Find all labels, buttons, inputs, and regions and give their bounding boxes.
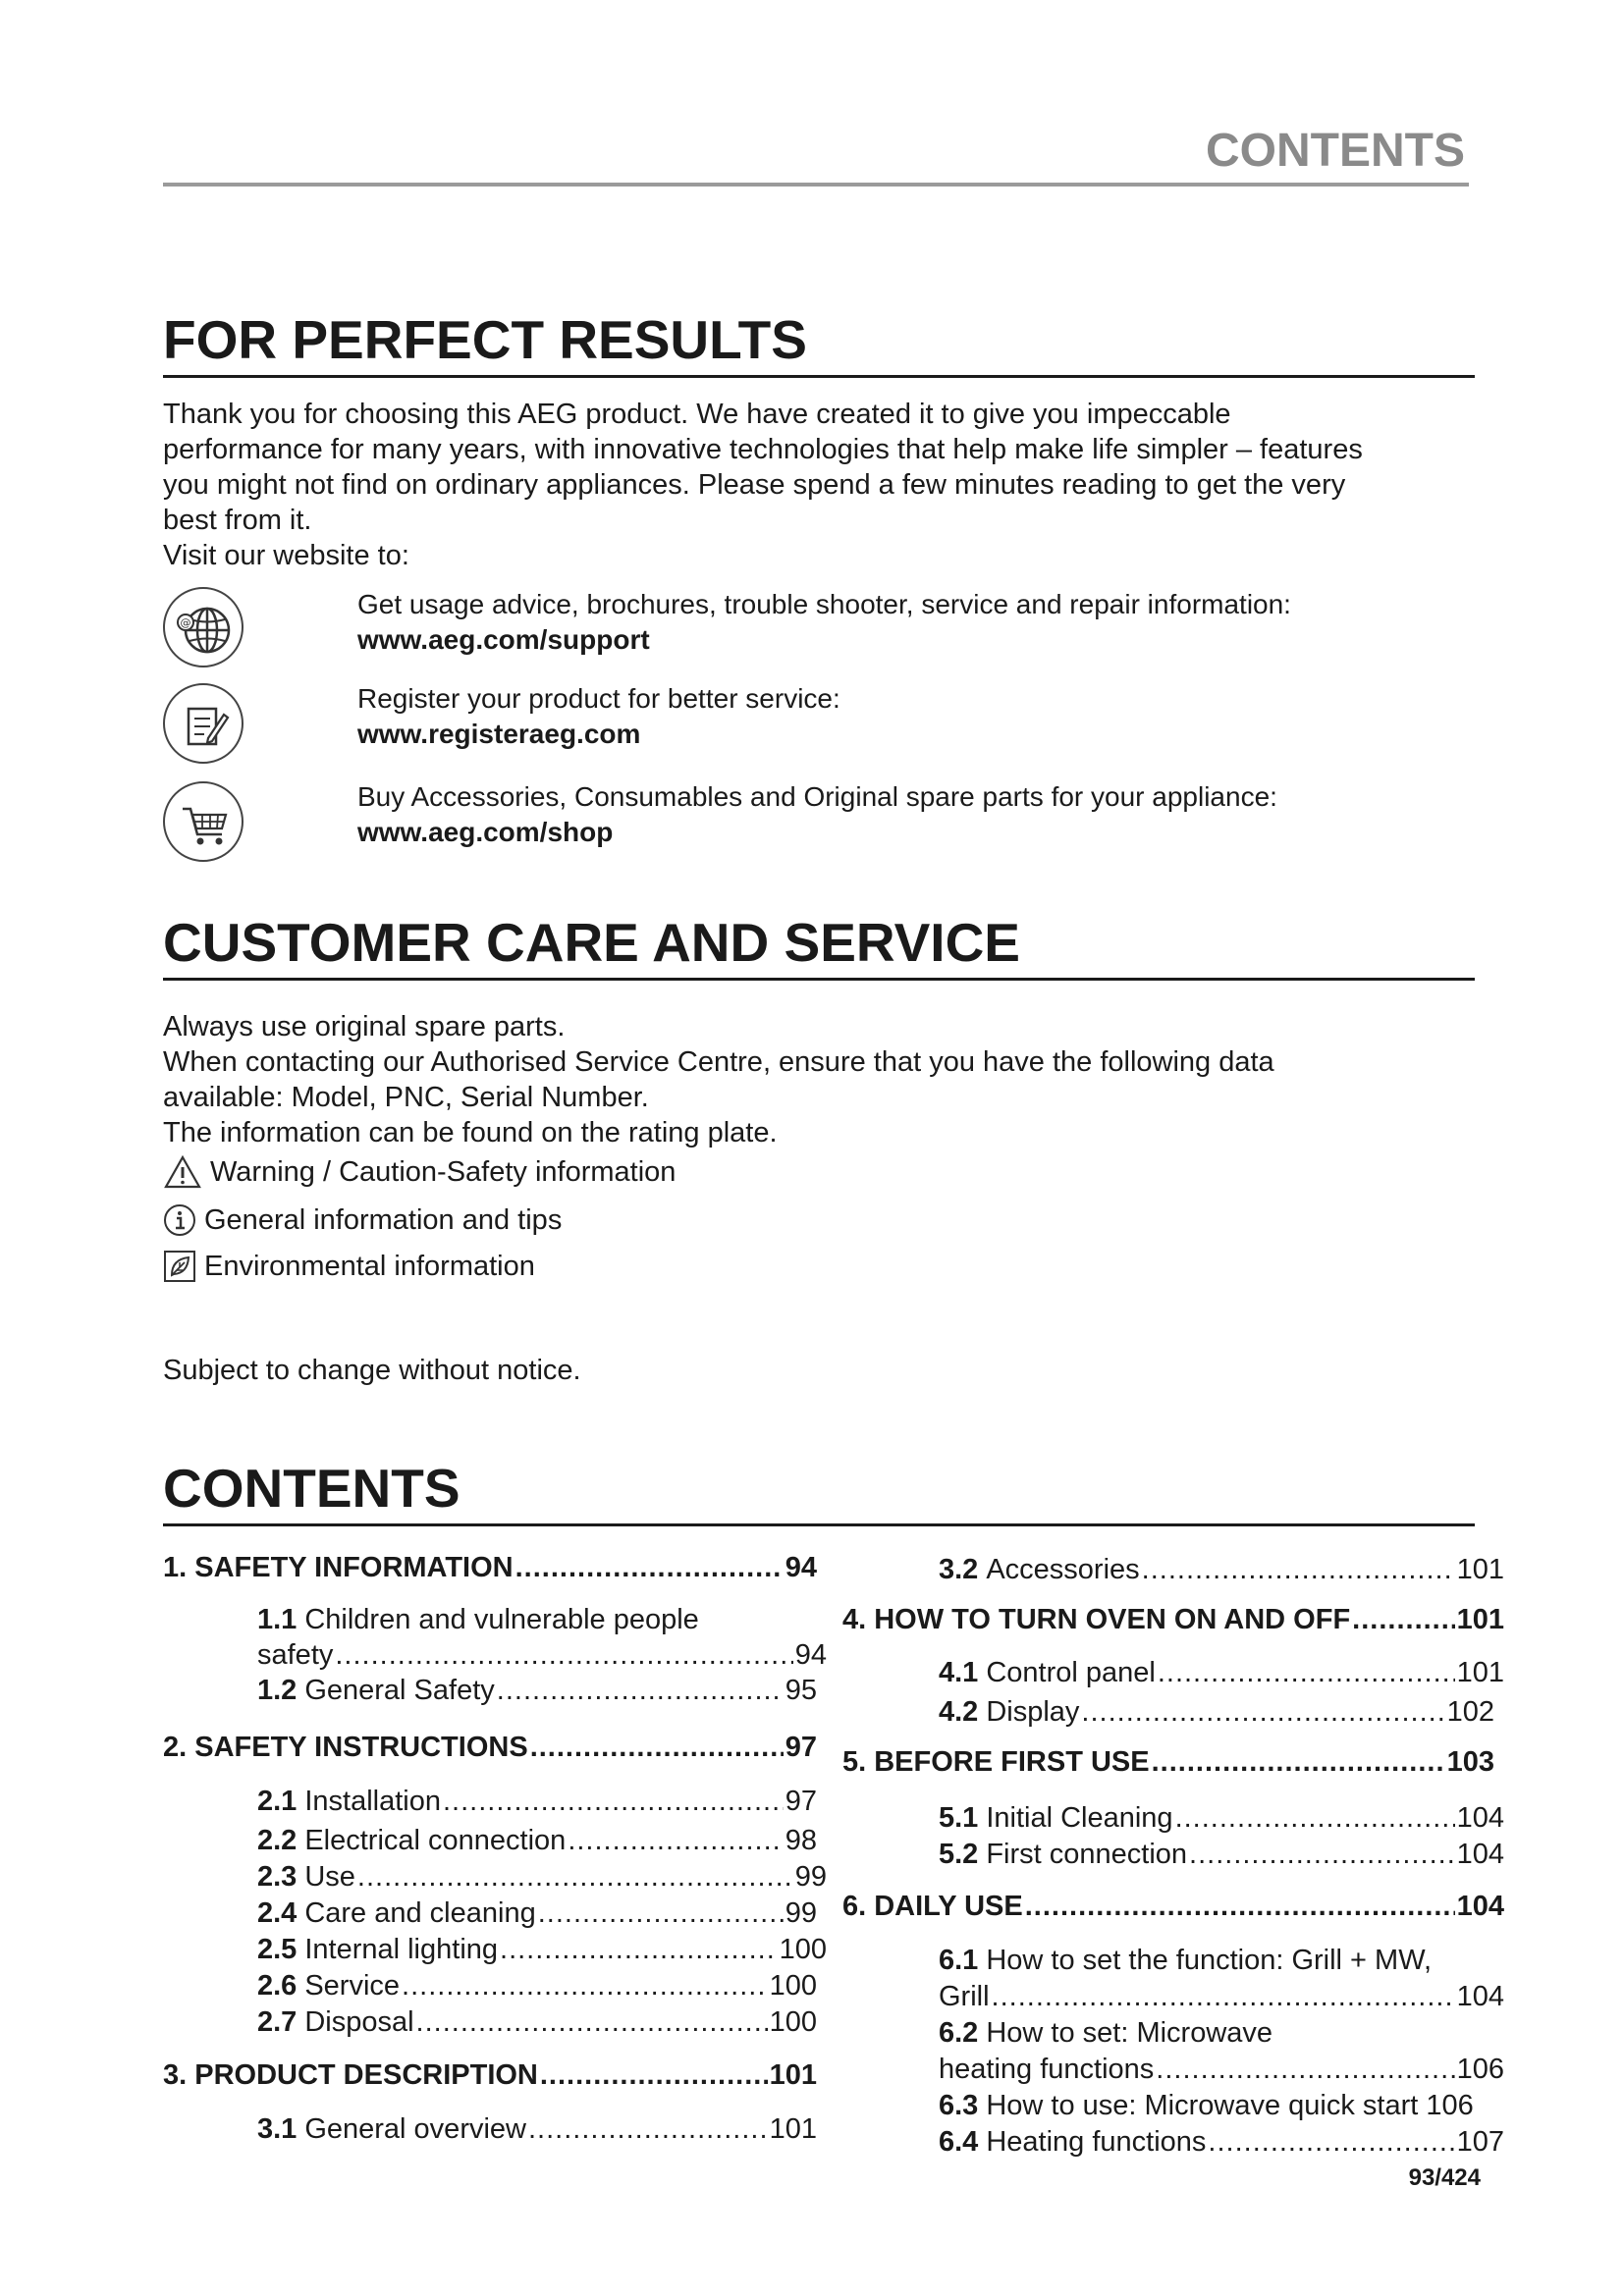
toc-entry-1[interactable]: 1. SAFETY INFORMATION ..... 94: [163, 1551, 817, 1584]
toc-entry-4[interactable]: 4. HOW TO TURN OVEN ON AND OFF ..... 101: [842, 1603, 1504, 1636]
intro-line: Thank you for choosing this AEG product. We have created it to give you impeccable: [163, 399, 1231, 430]
toc-entry-4-1[interactable]: 4.1 Control panel ..... 101: [939, 1656, 1504, 1689]
care-line: Always use original spare parts.: [163, 1011, 566, 1042]
toc-entry-6-2[interactable]: 6.2 How to set: Microwave: [939, 2017, 1273, 2049]
toc-entry-2-1[interactable]: 2.1 Installation ..... 97: [257, 1785, 817, 1818]
toc-entry-5-1[interactable]: 5.1 Initial Cleaning ..... 104: [939, 1801, 1504, 1835]
register-url-link[interactable]: www.registeraeg.com: [357, 719, 641, 749]
shop-text: Buy Accessories, Consumables and Original spare parts for your appliance:: [357, 781, 1277, 812]
heading-for-perfect-results: FOR PERFECT RESULTS: [163, 312, 1475, 378]
heading-customer-care: CUSTOMER CARE AND SERVICE: [163, 915, 1475, 981]
toc-entry-1-2[interactable]: 1.2 General Safety ..... 95: [257, 1674, 817, 1707]
register-text: Register your product for better service:: [357, 683, 840, 714]
toc-entry-2-2[interactable]: 2.2 Electrical connection ..... 98: [257, 1824, 817, 1857]
toc-entry-6[interactable]: 6. DAILY USE ..... 104: [842, 1890, 1504, 1923]
running-header: [163, 124, 1469, 187]
toc-entry-1-1-cont[interactable]: safety ..... 94: [257, 1638, 827, 1672]
toc-entry-3-2[interactable]: 3.2 Accessories ..... 101: [939, 1553, 1504, 1586]
toc-entry-6-2-cont[interactable]: heating functions ..... 106: [939, 2053, 1504, 2086]
legend-info-text: General information and tips: [204, 1204, 563, 1236]
legend-info: [163, 1202, 562, 1238]
intro-paragraph: [163, 397, 1479, 573]
toc-entry-2[interactable]: 2. SAFETY INSTRUCTIONS ..... 97: [163, 1731, 817, 1764]
shopping-cart-icon: [163, 781, 244, 862]
intro-line: best from it.: [163, 505, 312, 536]
toc-entry-3[interactable]: 3. PRODUCT DESCRIPTION ..... 101: [163, 2058, 817, 2092]
toc-entry-6-1-cont[interactable]: Grill ..... 104: [939, 1980, 1504, 2013]
customer-care-paragraph: [163, 1009, 1479, 1150]
info-icon: [163, 1203, 196, 1237]
visit-text: Visit our website to:: [163, 540, 409, 571]
register-icon: [163, 683, 244, 764]
legend-environment: [163, 1249, 535, 1284]
toc-entry-6-4[interactable]: 6.4 Heating functions ..... 107: [939, 2125, 1504, 2159]
shop-url-link[interactable]: www.aeg.com/shop: [357, 817, 614, 847]
toc-entry-2-4[interactable]: 2.4 Care and cleaning ..... 99: [257, 1896, 817, 1930]
running-header-title: CONTENTS: [1206, 125, 1465, 177]
care-line: When contacting our Authorised Service Centre, ensure that you have the following data: [163, 1046, 1274, 1078]
notice-text: Subject to change without notice.: [163, 1355, 581, 1386]
register-link-block: [357, 681, 1477, 752]
svg-text:@: @: [180, 616, 191, 629]
support-text: Get usage advice, brochures, trouble shooter, service and repair information:: [357, 589, 1291, 619]
page-number: 93/424: [1408, 2164, 1481, 2191]
toc-entry-2-6[interactable]: 2.6 Service ..... 100: [257, 1969, 817, 2002]
toc-entry-2-7[interactable]: 2.7 Disposal ..... 100: [257, 2005, 817, 2039]
toc-entry-6-1[interactable]: 6.1 How to set the function: Grill + MW,: [939, 1945, 1433, 1976]
toc-entry-5[interactable]: 5. BEFORE FIRST USE ..... 103: [842, 1745, 1494, 1779]
globe-icon: [163, 587, 244, 667]
intro-line: you might not find on ordinary appliances. Please spend a few minutes reading to get the very: [163, 469, 1346, 501]
support-link-block: [357, 587, 1477, 658]
toc-entry-2-3[interactable]: 2.3 Use ..... 99: [257, 1860, 827, 1894]
care-line: The information can be found on the rating plate.: [163, 1117, 778, 1148]
warning-icon: [163, 1154, 202, 1190]
toc-entry-2-5[interactable]: 2.5 Internal lighting ..... 100: [257, 1933, 827, 1966]
toc-entry-1-1[interactable]: 1.1 Children and vulnerable people: [257, 1604, 699, 1635]
intro-line: performance for many years, with innovative technologies that help make life simpler – features: [163, 434, 1363, 465]
shop-link-block: [357, 779, 1477, 850]
toc-entry-4-2[interactable]: 4.2 Display ..... 102: [939, 1695, 1494, 1729]
toc-entry-3-1[interactable]: 3.1 General overview ..... 101: [257, 2112, 817, 2146]
environment-icon: [163, 1250, 196, 1283]
support-url-link[interactable]: www.aeg.com/support: [357, 624, 650, 655]
legend-environment-text: Environmental information: [204, 1251, 535, 1282]
legend-warning-text: Warning / Caution-Safety information: [210, 1156, 677, 1188]
heading-contents: CONTENTS: [163, 1461, 1475, 1526]
care-line: available: Model, PNC, Serial Number.: [163, 1082, 649, 1113]
toc-entry-6-3[interactable]: 6.3 How to use: Microwave quick start 106: [939, 2090, 1474, 2121]
legend-warning: [163, 1154, 676, 1190]
toc-entry-5-2[interactable]: 5.2 First connection ..... 104: [939, 1838, 1504, 1871]
